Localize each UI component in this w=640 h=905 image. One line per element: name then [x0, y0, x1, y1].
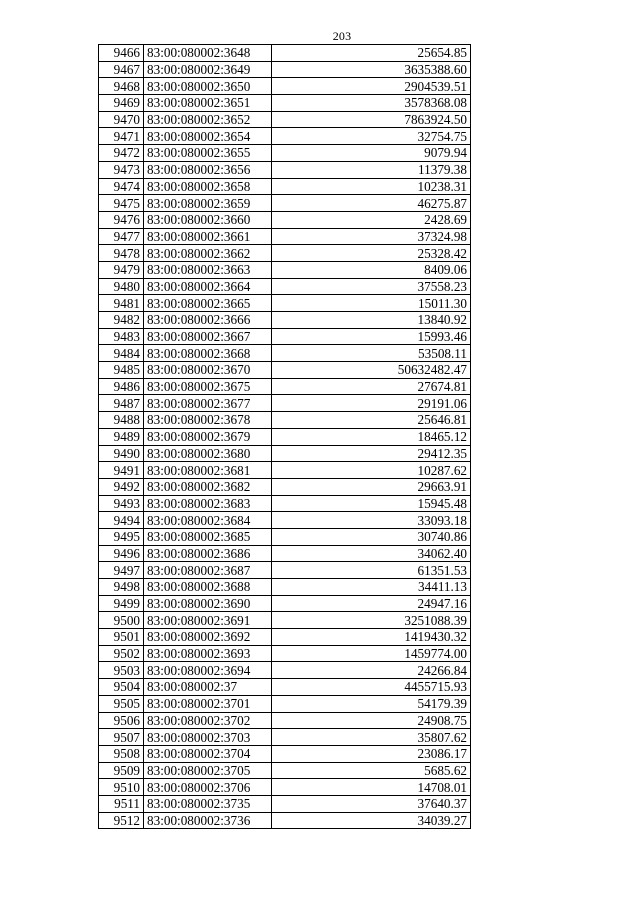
table-row [99, 278, 471, 295]
table-row [99, 729, 471, 746]
table-row [99, 45, 471, 62]
table-row [99, 228, 471, 245]
row-number-cell: 9492 [99, 478, 144, 495]
row-number-cell: 9498 [99, 579, 144, 596]
cadastral-number-cell: 83:00:080002:3686 [144, 545, 272, 562]
value-cell: 13840.92 [272, 312, 471, 329]
cadastral-number-cell: 83:00:080002:3701 [144, 695, 272, 712]
value-cell: 3251088.39 [272, 612, 471, 629]
cadastral-number-cell: 83:00:080002:3665 [144, 295, 272, 312]
row-number-cell: 9501 [99, 629, 144, 646]
table-row [99, 495, 471, 512]
row-number-cell: 9479 [99, 261, 144, 278]
table-row [99, 395, 471, 412]
value-cell: 25646.81 [272, 412, 471, 429]
cadastral-number-cell: 83:00:080002:3680 [144, 445, 272, 462]
row-number-cell: 9467 [99, 61, 144, 78]
row-number-cell: 9489 [99, 428, 144, 445]
table-row [99, 245, 471, 262]
table-row [99, 795, 471, 812]
table-row [99, 378, 471, 395]
cadastral-number-cell: 83:00:080002:3660 [144, 211, 272, 228]
cadastral-number-cell: 83:00:080002:3668 [144, 345, 272, 362]
row-number-cell: 9505 [99, 695, 144, 712]
cadastral-number-cell: 83:00:080002:3679 [144, 428, 272, 445]
value-cell: 2904539.51 [272, 78, 471, 95]
value-cell: 34039.27 [272, 812, 471, 829]
cadastral-number-cell: 83:00:080002:3652 [144, 111, 272, 128]
value-cell: 10287.62 [272, 462, 471, 479]
value-cell: 24947.16 [272, 595, 471, 612]
value-cell: 29412.35 [272, 445, 471, 462]
table-row [99, 478, 471, 495]
cadastral-number-cell: 83:00:080002:3678 [144, 412, 272, 429]
table-row [99, 78, 471, 95]
cadastral-number-cell: 83:00:080002:3651 [144, 95, 272, 112]
cadastral-number-cell: 83:00:080002:3705 [144, 762, 272, 779]
row-number-cell: 9472 [99, 145, 144, 162]
table-row [99, 612, 471, 629]
cadastral-number-cell: 83:00:080002:3685 [144, 528, 272, 545]
table-row [99, 545, 471, 562]
value-cell: 25654.85 [272, 45, 471, 62]
table-row [99, 145, 471, 162]
row-number-cell: 9480 [99, 278, 144, 295]
row-number-cell: 9482 [99, 312, 144, 329]
value-cell: 24908.75 [272, 712, 471, 729]
cadastral-number-cell: 83:00:080002:37 [144, 679, 272, 696]
row-number-cell: 9510 [99, 779, 144, 796]
table-row [99, 211, 471, 228]
value-cell: 1419430.32 [272, 629, 471, 646]
table-row [99, 178, 471, 195]
cadastral-number-cell: 83:00:080002:3656 [144, 161, 272, 178]
table-row [99, 61, 471, 78]
row-number-cell: 9512 [99, 812, 144, 829]
value-cell: 11379.38 [272, 161, 471, 178]
table-row [99, 195, 471, 212]
row-number-cell: 9468 [99, 78, 144, 95]
value-cell: 15993.46 [272, 328, 471, 345]
row-number-cell: 9475 [99, 195, 144, 212]
cadastral-number-cell: 83:00:080002:3681 [144, 462, 272, 479]
value-cell: 24266.84 [272, 662, 471, 679]
value-cell: 25328.42 [272, 245, 471, 262]
row-number-cell: 9481 [99, 295, 144, 312]
value-cell: 15011.30 [272, 295, 471, 312]
cadastral-number-cell: 83:00:080002:3658 [144, 178, 272, 195]
value-cell: 7863924.50 [272, 111, 471, 128]
table-row [99, 328, 471, 345]
value-cell: 54179.39 [272, 695, 471, 712]
cadastral-number-cell: 83:00:080002:3661 [144, 228, 272, 245]
row-number-cell: 9469 [99, 95, 144, 112]
cadastral-value-table [98, 44, 471, 829]
value-cell: 10238.31 [272, 178, 471, 195]
table-row [99, 445, 471, 462]
value-cell: 3578368.08 [272, 95, 471, 112]
value-cell: 8409.06 [272, 261, 471, 278]
row-number-cell: 9490 [99, 445, 144, 462]
value-cell: 3635388.60 [272, 61, 471, 78]
cadastral-number-cell: 83:00:080002:3704 [144, 745, 272, 762]
value-cell: 14708.01 [272, 779, 471, 796]
table-row [99, 695, 471, 712]
table-body [99, 45, 471, 829]
value-cell: 15945.48 [272, 495, 471, 512]
row-number-cell: 9476 [99, 211, 144, 228]
cadastral-number-cell: 83:00:080002:3703 [144, 729, 272, 746]
row-number-cell: 9499 [99, 595, 144, 612]
value-cell: 34062.40 [272, 545, 471, 562]
table-row [99, 745, 471, 762]
table-row [99, 345, 471, 362]
table-row [99, 462, 471, 479]
table-row [99, 595, 471, 612]
value-cell: 5685.62 [272, 762, 471, 779]
table-row [99, 562, 471, 579]
table-row [99, 528, 471, 545]
value-cell: 32754.75 [272, 128, 471, 145]
table-row [99, 128, 471, 145]
row-number-cell: 9507 [99, 729, 144, 746]
row-number-cell: 9478 [99, 245, 144, 262]
cadastral-number-cell: 83:00:080002:3736 [144, 812, 272, 829]
row-number-cell: 9494 [99, 512, 144, 529]
row-number-cell: 9488 [99, 412, 144, 429]
cadastral-number-cell: 83:00:080002:3683 [144, 495, 272, 512]
cadastral-number-cell: 83:00:080002:3650 [144, 78, 272, 95]
row-number-cell: 9484 [99, 345, 144, 362]
value-cell: 37558.23 [272, 278, 471, 295]
row-number-cell: 9477 [99, 228, 144, 245]
row-number-cell: 9497 [99, 562, 144, 579]
cadastral-number-cell: 83:00:080002:3667 [144, 328, 272, 345]
row-number-cell: 9511 [99, 795, 144, 812]
table-row [99, 579, 471, 596]
table-row [99, 762, 471, 779]
cadastral-number-cell: 83:00:080002:3655 [144, 145, 272, 162]
row-number-cell: 9503 [99, 662, 144, 679]
value-cell: 35807.62 [272, 729, 471, 746]
value-cell: 34411.13 [272, 579, 471, 596]
table-row [99, 812, 471, 829]
row-number-cell: 9487 [99, 395, 144, 412]
cadastral-number-cell: 83:00:080002:3735 [144, 795, 272, 812]
page-number: 203 [332, 29, 352, 43]
cadastral-number-cell: 83:00:080002:3691 [144, 612, 272, 629]
table-row [99, 512, 471, 529]
value-cell: 53508.11 [272, 345, 471, 362]
table-row [99, 779, 471, 796]
table-row [99, 261, 471, 278]
cadastral-number-cell: 83:00:080002:3654 [144, 128, 272, 145]
table-row [99, 428, 471, 445]
row-number-cell: 9502 [99, 645, 144, 662]
cadastral-number-cell: 83:00:080002:3693 [144, 645, 272, 662]
cadastral-number-cell: 83:00:080002:3684 [144, 512, 272, 529]
row-number-cell: 9500 [99, 612, 144, 629]
value-cell: 2428.69 [272, 211, 471, 228]
value-cell: 30740.86 [272, 528, 471, 545]
row-number-cell: 9466 [99, 45, 144, 62]
cadastral-number-cell: 83:00:080002:3662 [144, 245, 272, 262]
value-cell: 37640.37 [272, 795, 471, 812]
value-cell: 37324.98 [272, 228, 471, 245]
value-cell: 18465.12 [272, 428, 471, 445]
value-cell: 46275.87 [272, 195, 471, 212]
value-cell: 29663.91 [272, 478, 471, 495]
cadastral-number-cell: 83:00:080002:3663 [144, 261, 272, 278]
row-number-cell: 9470 [99, 111, 144, 128]
table-row [99, 111, 471, 128]
row-number-cell: 9508 [99, 745, 144, 762]
cadastral-number-cell: 83:00:080002:3692 [144, 629, 272, 646]
cadastral-number-cell: 83:00:080002:3675 [144, 378, 272, 395]
cadastral-number-cell: 83:00:080002:3706 [144, 779, 272, 796]
row-number-cell: 9509 [99, 762, 144, 779]
row-number-cell: 9483 [99, 328, 144, 345]
value-cell: 23086.17 [272, 745, 471, 762]
table-row [99, 95, 471, 112]
value-cell: 61351.53 [272, 562, 471, 579]
cadastral-number-cell: 83:00:080002:3664 [144, 278, 272, 295]
row-number-cell: 9473 [99, 161, 144, 178]
value-cell: 4455715.93 [272, 679, 471, 696]
row-number-cell: 9495 [99, 528, 144, 545]
value-cell: 33093.18 [272, 512, 471, 529]
table-row [99, 312, 471, 329]
table-row [99, 412, 471, 429]
cadastral-number-cell: 83:00:080002:3702 [144, 712, 272, 729]
value-cell: 9079.94 [272, 145, 471, 162]
value-cell: 29191.06 [272, 395, 471, 412]
row-number-cell: 9493 [99, 495, 144, 512]
cadastral-number-cell: 83:00:080002:3649 [144, 61, 272, 78]
table-row [99, 662, 471, 679]
value-cell: 27674.81 [272, 378, 471, 395]
cadastral-number-cell: 83:00:080002:3688 [144, 579, 272, 596]
value-cell: 50632482.47 [272, 362, 471, 379]
table-row [99, 712, 471, 729]
cadastral-number-cell: 83:00:080002:3682 [144, 478, 272, 495]
cadastral-number-cell: 83:00:080002:3690 [144, 595, 272, 612]
table-row [99, 679, 471, 696]
row-number-cell: 9506 [99, 712, 144, 729]
table-row [99, 629, 471, 646]
row-number-cell: 9491 [99, 462, 144, 479]
cadastral-number-cell: 83:00:080002:3687 [144, 562, 272, 579]
row-number-cell: 9496 [99, 545, 144, 562]
row-number-cell: 9485 [99, 362, 144, 379]
table-row [99, 161, 471, 178]
table-row [99, 295, 471, 312]
cadastral-number-cell: 83:00:080002:3666 [144, 312, 272, 329]
row-number-cell: 9474 [99, 178, 144, 195]
row-number-cell: 9486 [99, 378, 144, 395]
table-row [99, 645, 471, 662]
cadastral-number-cell: 83:00:080002:3670 [144, 362, 272, 379]
table-row [99, 362, 471, 379]
value-cell: 1459774.00 [272, 645, 471, 662]
cadastral-number-cell: 83:00:080002:3648 [144, 45, 272, 62]
cadastral-number-cell: 83:00:080002:3677 [144, 395, 272, 412]
cadastral-number-cell: 83:00:080002:3694 [144, 662, 272, 679]
cadastral-number-cell: 83:00:080002:3659 [144, 195, 272, 212]
row-number-cell: 9471 [99, 128, 144, 145]
row-number-cell: 9504 [99, 679, 144, 696]
